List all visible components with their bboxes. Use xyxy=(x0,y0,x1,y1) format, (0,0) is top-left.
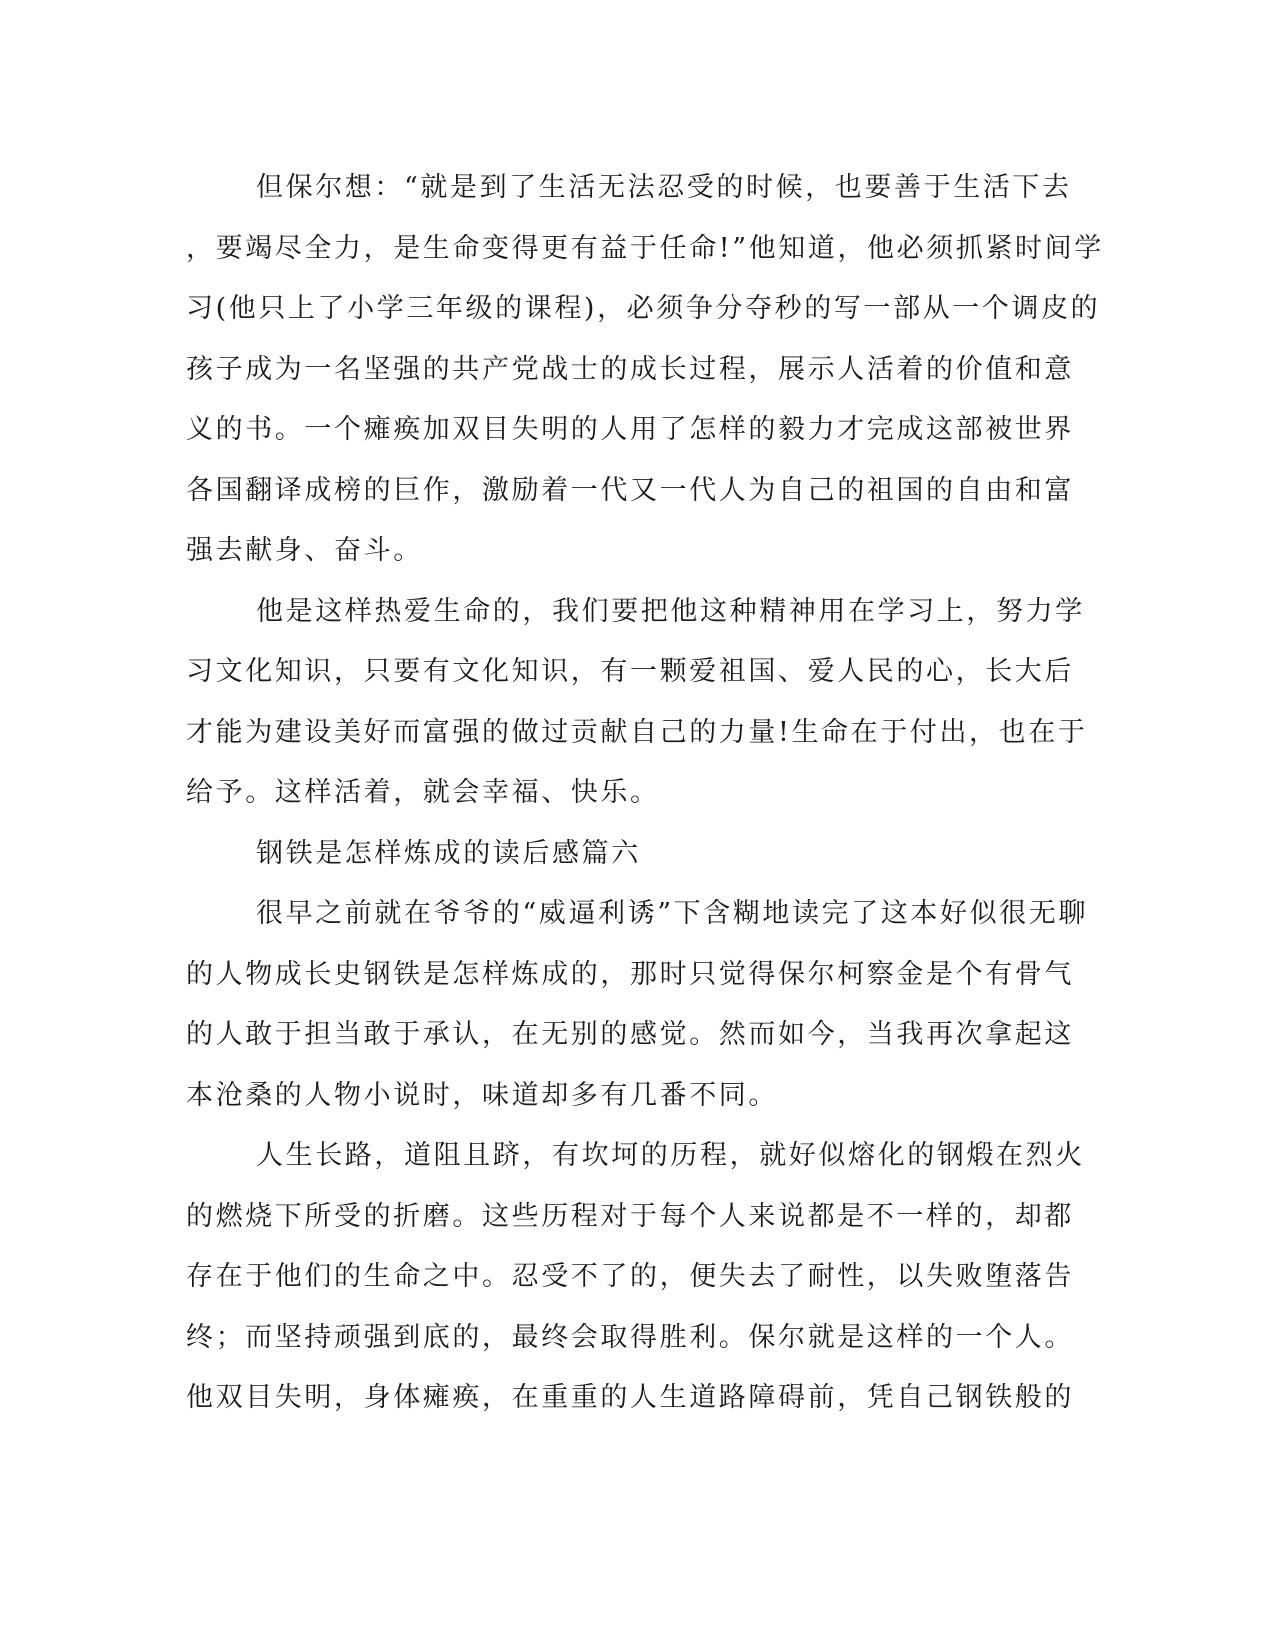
text-line: 强去献身、奋斗。 xyxy=(186,535,423,566)
text-line: 各国翻译成榜的巨作，激励着一代又一代人为自己的祖国的自由和富 xyxy=(186,474,1074,506)
text-line: 他是这样热爱生命的，我们要把他这种精神用在学习上，努力学 xyxy=(256,595,1085,627)
text-line: 给予。这样活着，就会幸福、快乐。 xyxy=(186,777,660,808)
text-line: 的人敢于担当敢于承认，在无别的感觉。然而如今，当我再次拿起这 xyxy=(186,1019,1074,1050)
text-line: 存在于他们的生命之中。忍受不了的，便失去了耐性，以失败堕落告 xyxy=(186,1261,1074,1292)
text-line: 的人物成长史钢铁是怎样炼成的，那时只觉得保尔柯察金是个有骨气 xyxy=(186,958,1074,990)
text-line: 才能为建设美好而富强的做过贡献自己的力量!生命在于付出，也在于 xyxy=(186,716,1088,748)
document-body xyxy=(186,158,1104,1429)
text-line: 但保尔想：“就是到了生活无法忍受的时候，也要善于生活下去 xyxy=(256,172,1072,203)
text-line: 他双目失明，身体瘫痪，在重重的人生道路障碍前，凭自己钢铁般的 xyxy=(186,1382,1074,1413)
text-line: 终；而坚持顽强到底的，最终会取得胜利。保尔就是这样的一个人。 xyxy=(186,1321,1074,1353)
text-line: 人生长路，道阻且跻，有坎坷的历程，就好似熔化的钢煅在烈火 xyxy=(256,1140,1085,1171)
text-line: 本沧桑的人物小说时，味道却多有几番不同。 xyxy=(186,1079,778,1111)
text-line: 义的书。一个瘫痪加双目失明的人用了怎样的毅力才完成这部被世界 xyxy=(186,414,1074,445)
section-heading: 钢铁是怎样炼成的读后感篇六 xyxy=(256,837,641,869)
text-line: 习文化知识，只要有文化知识，有一颗爱祖国、爱人民的心，长大后 xyxy=(186,656,1074,687)
text-line: 孩子成为一名坚强的共产党战士的成长过程，展示人活着的价值和意 xyxy=(186,353,1074,385)
text-line: ，要竭尽全力，是生命变得更有益于任命!”他知道，他必须抓紧时间学 xyxy=(186,232,1104,264)
text-line: 很早之前就在爷爷的“威逼利诱”下含糊地读完了这本好似很无聊 xyxy=(256,898,1089,929)
text-line: 的燃烧下所受的折磨。这些历程对于每个人来说都是不一样的，却都 xyxy=(186,1200,1074,1232)
text-line: 习(他只上了小学三年级的课程)，必须争分夺秒的写一部从一个调皮的 xyxy=(186,293,1101,324)
